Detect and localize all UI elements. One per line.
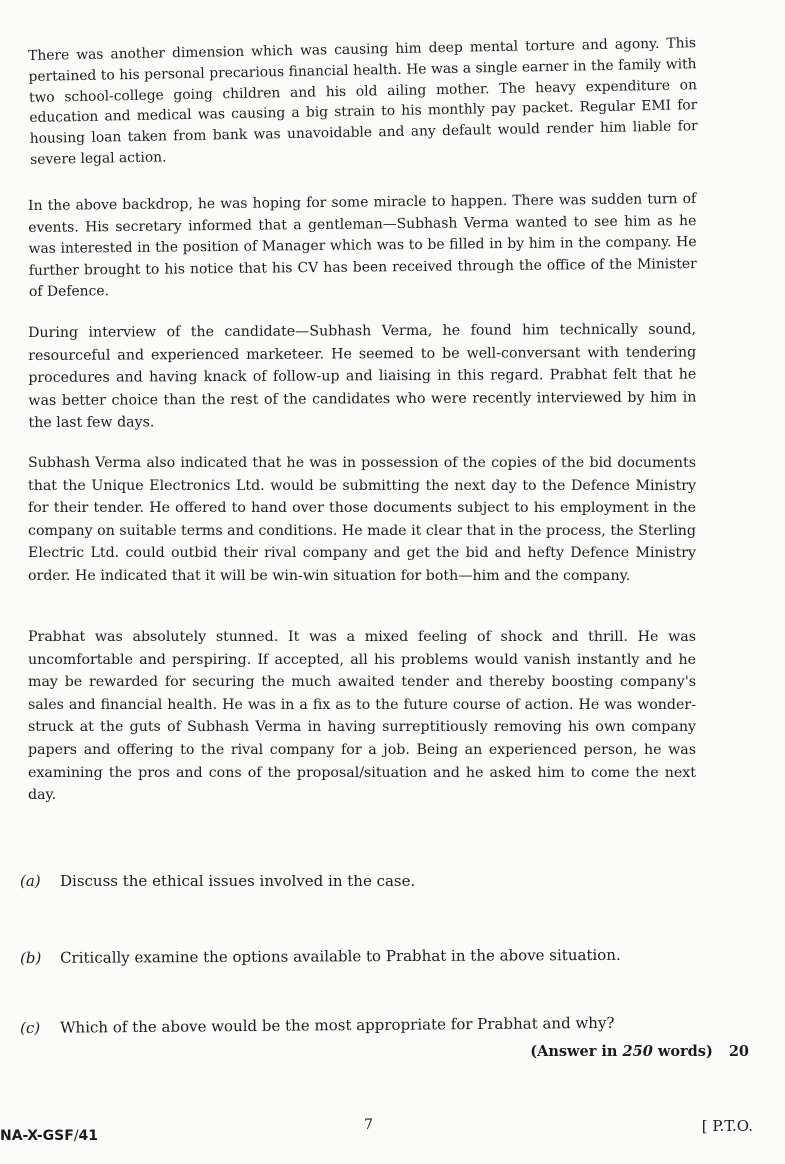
question-text: Which of the above would be the most appropriate for Prabhat and why? <box>60 1013 615 1037</box>
paper-code-number: 41 <box>78 1128 99 1144</box>
question-label: (c) <box>20 1018 41 1037</box>
answer-note-prefix: (Answer in <box>530 1043 623 1060</box>
answer-word-limit <box>530 1043 749 1060</box>
paragraph-1: There was another dimension which was causing him deep mental torture and agony. This pertained to his personal precarious financial health. He was a single earner in the family with two school-college going children and his old ailing mother. The heavy expenditure on education and medical was causing a big strain to his monthly pay packet. Regular EMI for housing loan taken from bank was unavoidable and any default would render him liable for severe legal action. <box>28 35 698 168</box>
question-a <box>20 870 720 892</box>
answer-note-suffix: words) <box>652 1043 713 1060</box>
paragraph-3: During interview of the candidate—Subhash Verma, he found him technically sound, resourceful and experienced marketeer. He seemed to be well-conversant with tendering procedures and having knack of follow-up and liaising in this regard. Prabhat felt that he was better choice than the rest of the candidates who were recently interviewed by him in the last few days. <box>28 321 697 432</box>
paper-code <box>0 1128 98 1144</box>
question-label: (b) <box>20 948 42 967</box>
marks-value: 20 <box>728 1043 749 1060</box>
paragraph-4: Subhash Verma also indicated that he was in possession of the copies of the bid documents that the Unique Electronics Ltd. would be submitting the next day to the Defence Ministry for their tender. He offered to hand over those documents subject to his employment in the company on suitable terms and conditions. He made it clear that in the process, the Sterling Electric Ltd. could outbid their rival company and get the bid and hefty Defence Ministry order. He indicated that it will be win-win situation for both—him and the company. <box>28 455 696 584</box>
answer-word-count: 250 <box>622 1043 653 1060</box>
paragraph-2: In the above backdrop, he was hoping for some miracle to happen. There was sudden turn of events. His secretary informed that a gentleman—Subhash Verma wanted to see him as he was interested in the position of Manager which was to be filled in by him in the company. He further brought to his notice that his CV has been received through the office of the Minister of Defence. <box>28 191 697 301</box>
question-label: (a) <box>20 872 41 890</box>
question-b <box>20 943 720 969</box>
paper-code-prefix: NA-X-GSF <box>0 1128 74 1144</box>
question-c <box>20 1011 720 1039</box>
paragraph-5: Prabhat was absolutely stunned. It was a mixed feeling of shock and thrill. He was uncomfortable and perspiring. If accepted, all his problems would vanish instantly and he may be rewarded for securing the much awaited tender and thereby boosting company's sales and financial health. He was in a fix as to the future course of action. He was wonder-struck at the guts of Subhash Verma in having surreptitiously removing his own company papers and offering to the rival company for a job. Being an experienced person, he was examining the pros and cons of the proposal/situation and he asked him to come the next day. <box>28 629 696 804</box>
page-number: 7 <box>364 1117 373 1133</box>
paper-code-separator: / <box>73 1128 79 1144</box>
question-text: Discuss the ethical issues involved in the case. <box>60 872 416 890</box>
pto-marker: [ P.T.O. <box>701 1117 753 1135</box>
question-text: Critically examine the options available to Prabhat in the above situation. <box>60 945 621 967</box>
